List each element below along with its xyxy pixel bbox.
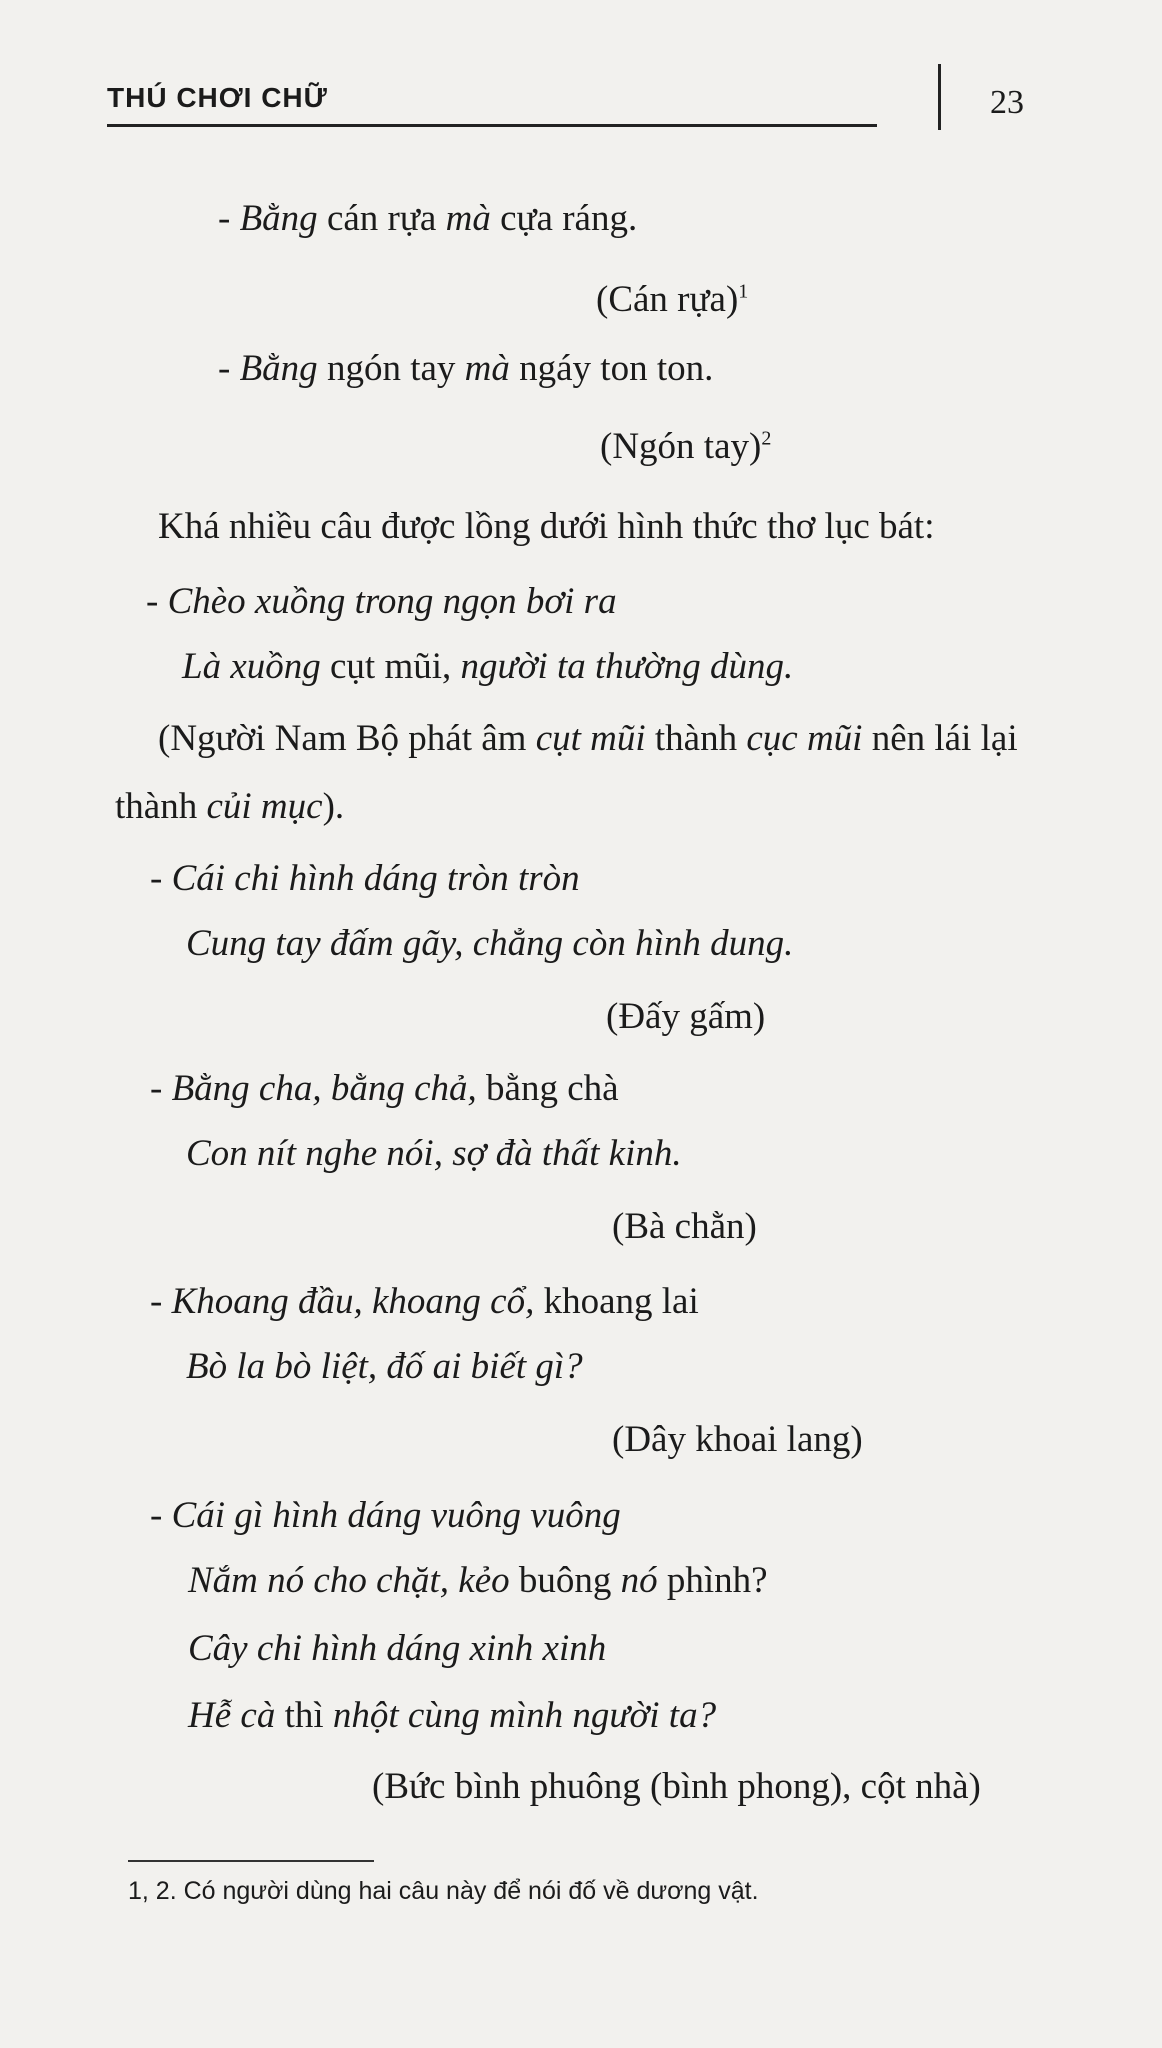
footnote-rule xyxy=(128,1860,374,1862)
riddle-line: - Bằng cha, bằng chả, bằng chà xyxy=(150,1068,619,1109)
running-header: THÚ CHƠI CHỮ xyxy=(107,82,328,113)
riddle-line: Hễ cà thì nhột cùng mình người ta? xyxy=(188,1695,717,1736)
riddle-answer: (Cán rựa)$^1$ xyxy=(596,279,749,320)
riddle-line: - Cái gì hình dáng vuông vuông xyxy=(150,1495,621,1536)
header-rule xyxy=(107,124,877,127)
paragraph: thành củi mục). xyxy=(115,786,345,827)
footnote-ref: 1 xyxy=(738,280,749,303)
footnote: 1, 2. Có người dùng hai câu này để nói đố về dương vật. xyxy=(128,1877,759,1905)
riddle-line: Là xuồng cụt mũi, người ta thường dùng. xyxy=(182,646,794,687)
paragraph: (Người Nam Bộ phát âm cụt mũi thành cục mũi nên lái lại xyxy=(158,718,1018,759)
riddle-answer: (Bà chằn) xyxy=(612,1206,757,1247)
riddle-line: - Khoang đầu, khoang cổ, khoang lai xyxy=(150,1281,699,1322)
riddle-line: Cung tay đấm gãy, chẳng còn hình dung. xyxy=(186,923,794,964)
riddle-answer: (Đấy gấm) xyxy=(606,996,766,1037)
riddle-line: Con nít nghe nói, sợ đà thất kinh. xyxy=(186,1133,682,1174)
riddle-answer: (Dây khoai lang) xyxy=(612,1419,863,1460)
riddle-line: Cây chi hình dáng xinh xinh xyxy=(188,1628,607,1669)
riddle-line: - Bằng cán rựa mà cựa ráng. xyxy=(218,198,638,239)
riddle-answer: (Bức bình phuông (bình phong), cột nhà) xyxy=(372,1766,981,1807)
footnote-ref: 2 xyxy=(761,427,772,450)
riddle-line: - Chèo xuồng trong ngọn bơi ra xyxy=(146,581,617,622)
riddle-line: Bò la bò liệt, đố ai biết gì? xyxy=(186,1346,583,1387)
riddle-line: - Cái chi hình dáng tròn tròn xyxy=(150,858,580,899)
paragraph: Khá nhiều câu được lồng dưới hình thức thơ lục bát: xyxy=(158,506,935,547)
page-number: 23 xyxy=(990,84,1024,121)
header-divider xyxy=(938,64,941,130)
riddle-line: - Bằng ngón tay mà ngáy ton ton. xyxy=(218,348,714,389)
riddle-line: Nắm nó cho chặt, kẻo buông nó phình? xyxy=(188,1560,768,1601)
riddle-answer: (Ngón tay)$^2$ xyxy=(600,426,772,467)
